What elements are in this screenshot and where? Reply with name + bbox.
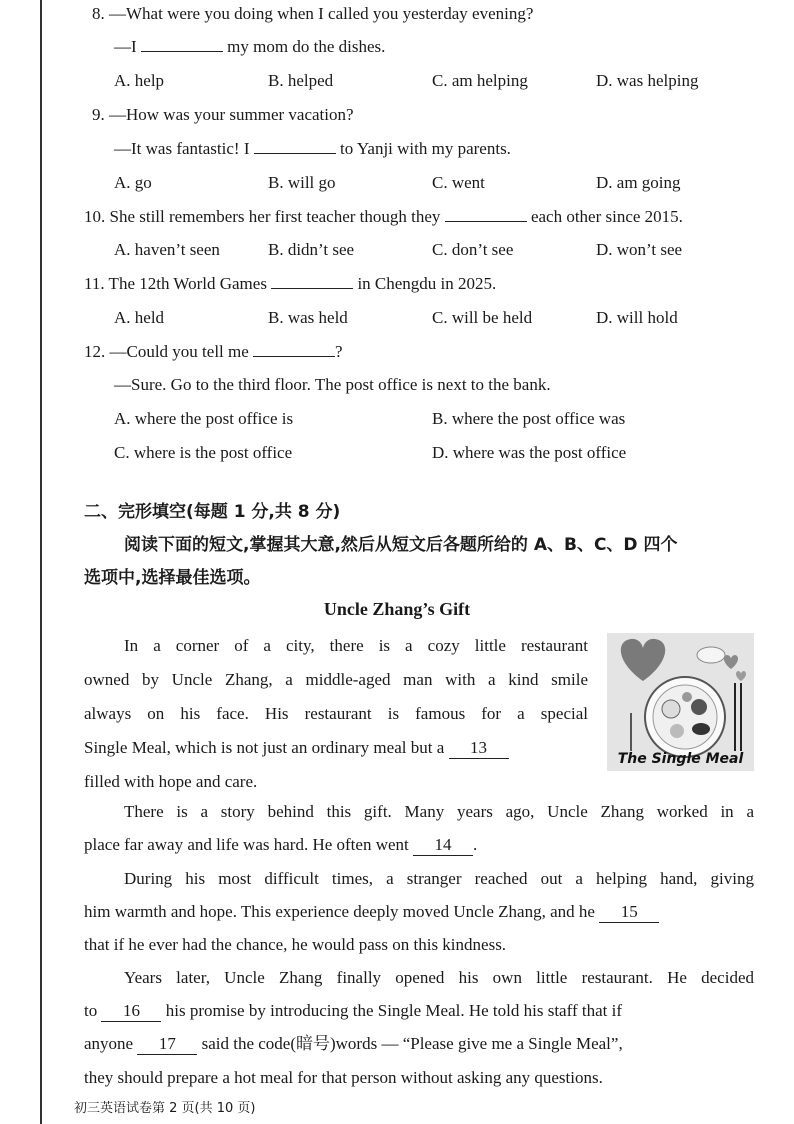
q8-option-b[interactable]: B. helped bbox=[268, 71, 334, 90]
story-line: owned by Uncle Zhang, a middle-aged man with a kind smile bbox=[84, 670, 588, 689]
story-line: Years later, Uncle Zhang finally opened his own little restaurant. He decided bbox=[124, 968, 754, 987]
q12-reply: —Sure. Go to the third floor. The post office is next to the bank. bbox=[114, 375, 551, 394]
q8-option-d[interactable]: D. was helping bbox=[596, 71, 699, 90]
q12-option-a[interactable]: A. where the post office is bbox=[114, 409, 294, 428]
blank-13[interactable]: 13 bbox=[449, 738, 509, 759]
story-line: filled with hope and care. bbox=[84, 772, 258, 791]
story-text: his promise by introducing the Single Meal. He told his staff that if bbox=[165, 1001, 622, 1020]
story-line: There is a story behind this gift. Many years ago, Uncle Zhang worked in a bbox=[124, 802, 754, 821]
blank-15[interactable]: 15 bbox=[599, 902, 659, 923]
q10-option-d[interactable]: D. won’t see bbox=[596, 240, 683, 259]
q8-reply-end: my mom do the dishes. bbox=[227, 37, 386, 56]
q9-option-a[interactable]: A. go bbox=[114, 173, 152, 192]
story-line bbox=[84, 999, 622, 1023]
story-line bbox=[84, 1032, 623, 1056]
story-title: Uncle Zhang’s Gift bbox=[323, 599, 471, 619]
blank-17[interactable]: 17 bbox=[137, 1034, 197, 1055]
story-line: always on his face. His restaurant is famous for a special bbox=[84, 704, 588, 723]
q12-stem-end: ? bbox=[335, 342, 343, 361]
q12-stem-start: 12. —Could you tell me bbox=[84, 342, 249, 361]
section-title: 二、完形填空(每题 1 分,共 8 分) bbox=[84, 502, 341, 522]
q11-option-d[interactable]: D. will hold bbox=[596, 308, 678, 327]
q9-stem: 9. —How was your summer vacation? bbox=[92, 105, 354, 124]
q8-blank[interactable] bbox=[141, 51, 223, 52]
q9-reply-end: to Yanji with my parents. bbox=[339, 139, 511, 158]
story-text: to bbox=[84, 1001, 98, 1020]
q11-option-c[interactable]: C. will be held bbox=[432, 308, 533, 327]
image-caption: The Single Meal bbox=[617, 751, 744, 767]
q11-blank[interactable] bbox=[271, 288, 353, 289]
story-text: Single Meal, which is not just an ordinary meal but a bbox=[84, 738, 445, 757]
story-text: him warmth and hope. This experience deeply moved Uncle Zhang, and he bbox=[84, 902, 595, 921]
q11-stem-start: 11. The 12th World Games bbox=[84, 274, 267, 293]
q10-stem bbox=[84, 205, 683, 229]
q9-option-c[interactable]: C. went bbox=[432, 173, 485, 192]
q10-option-b[interactable]: B. didn’t see bbox=[268, 240, 355, 259]
q8-option-c[interactable]: C. am helping bbox=[432, 71, 528, 90]
q8-reply bbox=[114, 35, 385, 59]
q9-reply bbox=[114, 137, 511, 161]
q10-option-c[interactable]: C. don’t see bbox=[432, 240, 514, 259]
q12-blank[interactable] bbox=[253, 356, 335, 357]
story-text: said the code(暗号)words — “Please give me a Single Meal”, bbox=[201, 1034, 623, 1053]
instruction-line-1: 阅读下面的短文,掌握其大意,然后从短文后各题所给的 A、B、C、D 四个 bbox=[124, 535, 678, 555]
q9-option-d[interactable]: D. am going bbox=[596, 173, 681, 192]
q11-stem-end: in Chengdu in 2025. bbox=[357, 274, 497, 293]
blank-16[interactable]: 16 bbox=[101, 1001, 161, 1022]
q11-option-b[interactable]: B. was held bbox=[268, 308, 348, 327]
q11-option-a[interactable]: A. held bbox=[114, 308, 165, 327]
q10-blank[interactable] bbox=[445, 221, 527, 222]
story-text: anyone bbox=[84, 1034, 134, 1053]
q9-blank[interactable] bbox=[254, 153, 336, 154]
q8-reply-start: —I bbox=[114, 37, 137, 56]
instruction-line-2: 选项中,选择最佳选项。 bbox=[84, 568, 261, 588]
q8-option-a[interactable]: A. help bbox=[114, 71, 165, 90]
story-text: . bbox=[473, 835, 478, 854]
q9-option-b[interactable]: B. will go bbox=[268, 173, 336, 192]
story-line bbox=[84, 736, 509, 760]
blank-14[interactable]: 14 bbox=[413, 835, 473, 856]
margin-line bbox=[40, 0, 42, 1124]
q12-option-b[interactable]: B. where the post office was bbox=[432, 409, 626, 428]
q12-stem bbox=[84, 340, 343, 364]
q9-reply-start: —It was fantastic! I bbox=[114, 139, 250, 158]
page-footer: 初三英语试卷第 2 页(共 10 页) bbox=[74, 1101, 256, 1116]
single-meal-image bbox=[607, 633, 754, 771]
q12-option-d[interactable]: D. where was the post office bbox=[432, 443, 627, 462]
q10-option-a[interactable]: A. haven’t seen bbox=[114, 240, 220, 259]
story-line: they should prepare a hot meal for that person without asking any questions. bbox=[84, 1068, 603, 1087]
story-text: place far away and life was hard. He often went bbox=[84, 835, 409, 854]
story-line: In a corner of a city, there is a cozy little restaurant bbox=[124, 636, 588, 655]
q8-stem: 8. —What were you doing when I called you yesterday evening? bbox=[92, 4, 534, 23]
q12-option-c[interactable]: C. where is the post office bbox=[114, 443, 293, 462]
story-line bbox=[84, 900, 659, 924]
story-line: that if he ever had the chance, he would pass on this kindness. bbox=[84, 935, 507, 954]
story-line: During his most difficult times, a stranger reached out a helping hand, giving bbox=[124, 869, 754, 888]
q10-stem-start: 10. She still remembers her first teacher though they bbox=[84, 207, 441, 226]
q10-stem-end: each other since 2015. bbox=[530, 207, 683, 226]
story-line bbox=[84, 833, 477, 857]
q11-stem bbox=[84, 272, 496, 296]
